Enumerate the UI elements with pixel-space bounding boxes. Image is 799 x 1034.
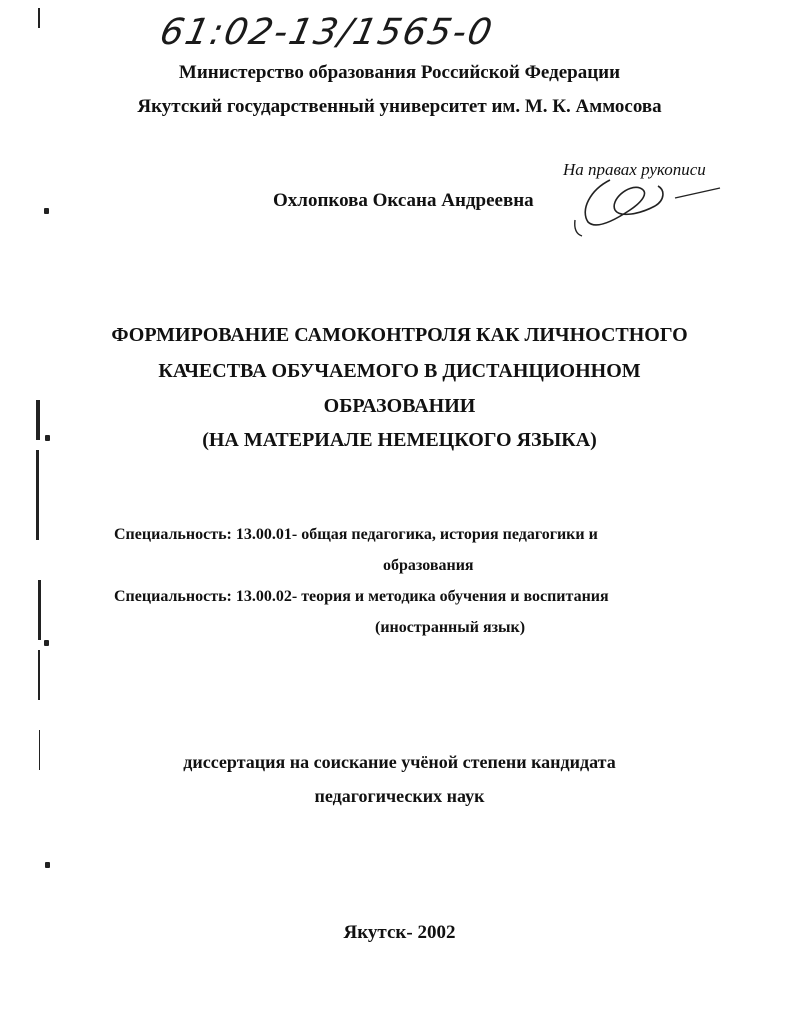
scan-artifact-mark — [38, 650, 40, 700]
author-name: Охлопкова Оксана Андреевна — [273, 190, 534, 211]
title-line-2: КАЧЕСТВА ОБУЧАЕМОГО В ДИСТАНЦИОННОМ — [158, 360, 641, 382]
specialty-1-line-2: образования — [383, 557, 474, 574]
title-line-4: (НА МАТЕРИАЛЕ НЕМЕЦКОГО ЯЗЫКА) — [202, 429, 597, 451]
scan-artifact-dot — [45, 435, 50, 441]
university-name: Якутский государственный университет им. М. К. Аммосова — [137, 96, 662, 117]
specialty-2-line-1: Специальность: 13.00.02- теория и методика обучения и воспитания — [114, 588, 609, 605]
scan-artifact-mark — [38, 8, 40, 28]
handwritten-registration-number: 61:02-13/1565-0 — [156, 12, 498, 53]
scan-artifact-dot — [44, 640, 49, 646]
scan-artifact-mark — [39, 730, 40, 770]
title-line-1: ФОРМИРОВАНИЕ САМОКОНТРОЛЯ КАК ЛИЧНОСТНОГО — [111, 324, 688, 346]
scan-artifact-dot — [45, 862, 50, 868]
scan-artifact-mark — [36, 400, 40, 440]
title-line-3: ОБРАЗОВАНИИ — [323, 395, 476, 417]
ministry-name: Министерство образования Российской Федерации — [178, 62, 621, 83]
scan-artifact-mark — [36, 450, 39, 540]
specialty-1-line-1: Специальность: 13.00.01- общая педагогика, история педагогики и — [114, 526, 598, 543]
city-year: Якутск- 2002 — [343, 922, 456, 943]
specialty-2-line-2: (иностранный язык) — [375, 619, 526, 636]
scan-artifact-dot — [44, 208, 49, 214]
degree-line-1: диссертация на соискание учёной степени кандидата — [183, 752, 616, 772]
rights-note: На правах рукописи — [563, 160, 706, 179]
scan-artifact-mark — [38, 580, 41, 640]
degree-line-2: педагогических наук — [314, 786, 485, 806]
signature-scribble — [570, 170, 730, 240]
